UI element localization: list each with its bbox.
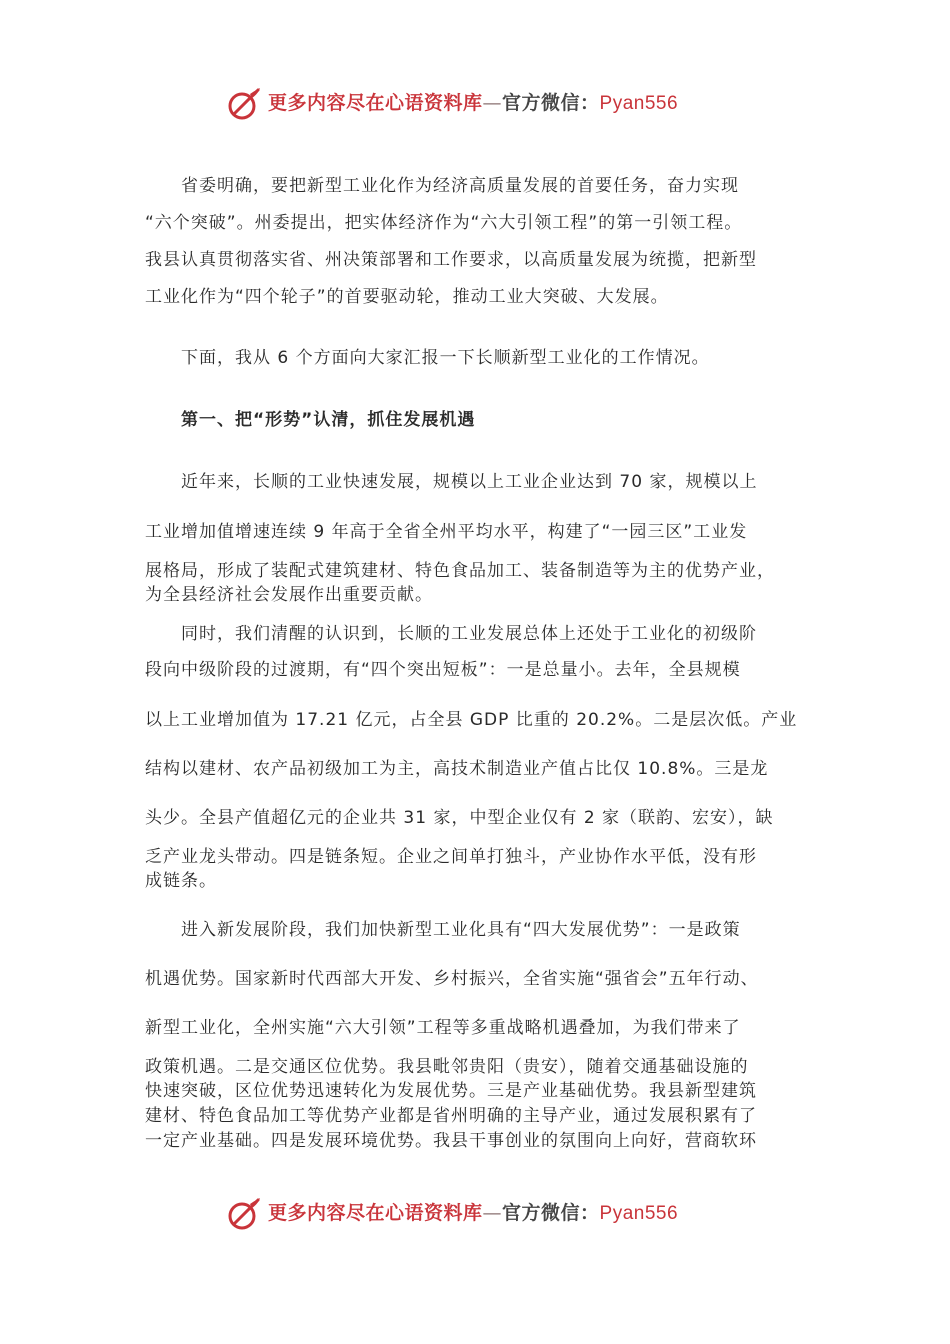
header-banner (0, 78, 950, 128)
quill-logo-icon (224, 1194, 264, 1234)
text-line: 新型工业化，全州实施“六大引领”工程等多重战略机遇叠加，为我们带来了 (145, 1018, 741, 1038)
footer-banner (0, 1188, 950, 1238)
banner-text (268, 88, 678, 115)
banner-brand: 更多内容尽在心语资料库 (268, 1202, 483, 1224)
text-line: 以上工业增加值为 17.21 亿元，占全县 GDP 比重的 20.2%。二是层次低。产业 (145, 710, 798, 730)
banner-text (268, 1198, 678, 1225)
text-line: 下面，我从 6 个方面向大家汇报一下长顺新型工业化的工作情况。 (145, 348, 710, 368)
text-line: 机遇优势。国家新时代西部大开发、乡村振兴，全省实施“强省会”五年行动、 (145, 969, 759, 989)
text-line: 省委明确，要把新型工业化作为经济高质量发展的首要任务，奋力实现 (145, 176, 739, 196)
text-line: 段向中级阶段的过渡期，有“四个突出短板”：一是总量小。去年，全县规模 (145, 660, 741, 680)
quill-logo-icon (224, 84, 264, 124)
text-line: 工业增加值增速连续 9 年高于全省全州平均水平，构建了“一园三区”工业发 (145, 522, 748, 542)
text-line: 为全县经济社会发展作出重要贡献。 (145, 585, 433, 605)
text-line: “六个突破”。州委提出，把实体经济作为“六大引领工程”的第一引领工程。 (145, 213, 743, 233)
text-line: 建材、特色食品加工等优势产业都是省州明确的主导产业，通过发展积累有了 (145, 1106, 757, 1126)
banner-brand: 更多内容尽在心语资料库 (268, 92, 483, 114)
banner-wechat-label: 官方微信： (502, 1202, 600, 1224)
text-line: 乏产业龙头带动。四是链条短。企业之间单打独斗，产业协作水平低，没有形 (145, 847, 757, 867)
section-heading: 第一、把“形势”认清，抓住发展机遇 (145, 410, 476, 430)
text-line: 一定产业基础。四是发展环境优势。我县干事创业的氛围向上向好，营商软环 (145, 1131, 757, 1151)
text-line: 进入新发展阶段，我们加快新型工业化具有“四大发展优势”：一是政策 (145, 920, 741, 940)
text-line: 快速突破，区位优势迅速转化为发展优势。三是产业基础优势。我县新型建筑 (145, 1081, 757, 1101)
text-line: 展格局，形成了装配式建筑建材、特色食品加工、装备制造等为主的优势产业， (145, 561, 775, 581)
banner-dash: — (482, 1202, 503, 1224)
text-line: 头少。全县产值超亿元的企业共 31 家，中型企业仅有 2 家（联韵、宏安），缺 (145, 808, 774, 828)
text-line: 近年来，长顺的工业快速发展，规模以上工业企业达到 70 家，规模以上 (145, 472, 758, 492)
text-line: 结构以建材、农产品初级加工为主，高技术制造业产值占比仅 10.8%。三是龙 (145, 759, 769, 779)
text-line: 成链条。 (145, 871, 217, 891)
text-line: 工业化作为“四个轮子”的首要驱动轮，推动工业大突破、大发展。 (145, 287, 669, 307)
banner-wechat-id: Pyan556 (599, 93, 679, 114)
banner-wechat-label: 官方微信： (502, 92, 600, 114)
text-line: 同时，我们清醒的认识到，长顺的工业发展总体上还处于工业化的初级阶 (145, 624, 757, 644)
banner-dash: — (482, 92, 503, 114)
text-line: 政策机遇。二是交通区位优势。我县毗邻贵阳（贵安），随着交通基础设施的 (145, 1057, 749, 1077)
banner-wechat-id: Pyan556 (599, 1203, 679, 1224)
text-line: 我县认真贯彻落实省、州决策部署和工作要求，以高质量发展为统揽，把新型 (145, 250, 757, 270)
